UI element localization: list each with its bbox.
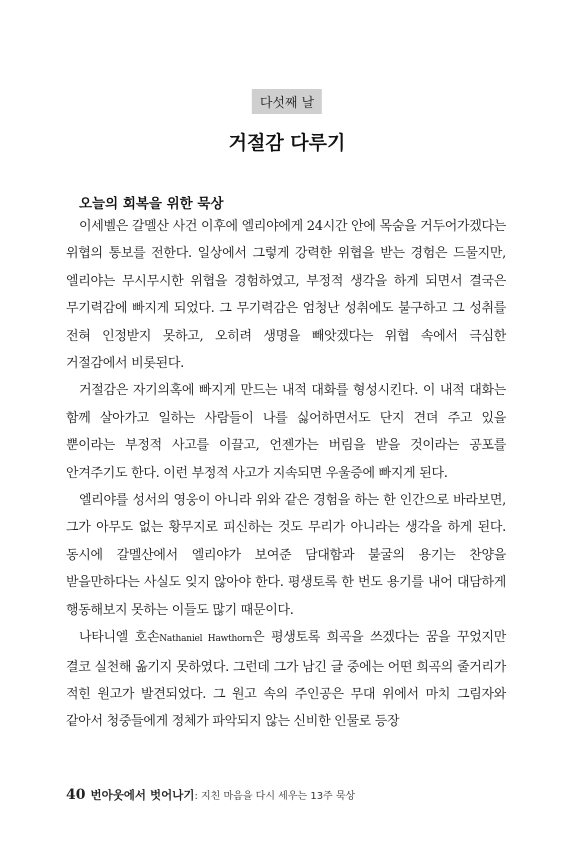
paragraph-4: [66, 624, 506, 736]
page-footer: [66, 787, 355, 803]
author-name-korean: 나타니엘 호손: [79, 630, 160, 646]
paragraph-4-text: 은 평생토록 희곡을 쓰겠다는 꿈을 꾸었지만 결코 실천해 옮기지 못하였다. 그런데 그가 남긴 글 중에는 어떤 희곡의 줄거리가 적힌 원고가 발견되었다. 그 원고 속의 주인공은 무대 위에서 마치 그림자와 같아서 청중들에게 정체가 파악되지 않는 신비한 인물로 등장: [66, 630, 506, 730]
body-text: [66, 213, 506, 736]
book-title: 번아웃에서 벗어나기: [90, 788, 195, 802]
section-heading: 오늘의 회복을 위한 묵상: [79, 196, 224, 212]
paragraph-1: 이세벨은 갈멜산 사건 이후에 엘리야에게 24시간 안에 목숨을 거두어가겠다는 위협의 통보를 전한다. 일상에서 그렇게 강력한 위협을 받는 경험은 드물지만, 엘리야는 무시무시한 위협을 경험하였고, 부정적 생각을 하게 되면서 결국은 무기력감에 빠지게 되었다. 그 무기력감은 엄청난 성취에도 불구하고 그 성취를 전혀 인정받지 못하고, 오히려 생명을 빼앗겠다는 위협 속에서 극심한 거절감에서 비롯된다.: [66, 219, 506, 372]
chapter-tag: 다섯째 날: [252, 89, 322, 114]
author-name-english: Nathaniel Hawthorn: [159, 634, 253, 645]
paragraph-2: 거절감은 자기의혹에 빠지게 만드는 내적 대화를 형성시킨다. 이 내적 대화는 함께 살아가고 일하는 사람들이 나를 싫어하면서도 단지 견뎌 주고 있을 뿐이라는 부정적 사고를 이끌고, 언젠가는 버림을 받을 것이라는 공포를 안겨주기도 한다. 이런 부정적 사고가 지속되면 우울증에 빠지게 된다.: [66, 383, 506, 481]
book-subtitle: : 지친 마음을 다시 세우는 13주 묵상: [194, 791, 356, 802]
paragraph-3: 엘리야를 성서의 영웅이 아니라 위와 같은 경험을 하는 한 인간으로 바라보면, 그가 아무도 없는 황무지로 피신하는 것도 무리가 아니라는 생각을 하게 된다. 동시에 갈멜산에서 엘리야가 보여준 담대함과 불굴의 용기는 찬양을 받을만하다는 사실도 잊지 않아야 한다. 평생토록 한 번도 용기를 내어 대담하게 행동해보지 못하는 이들도 많기 때문이다.: [66, 493, 506, 618]
chapter-title: 거절감 다루기: [228, 132, 346, 154]
page-number: 40: [66, 787, 86, 803]
